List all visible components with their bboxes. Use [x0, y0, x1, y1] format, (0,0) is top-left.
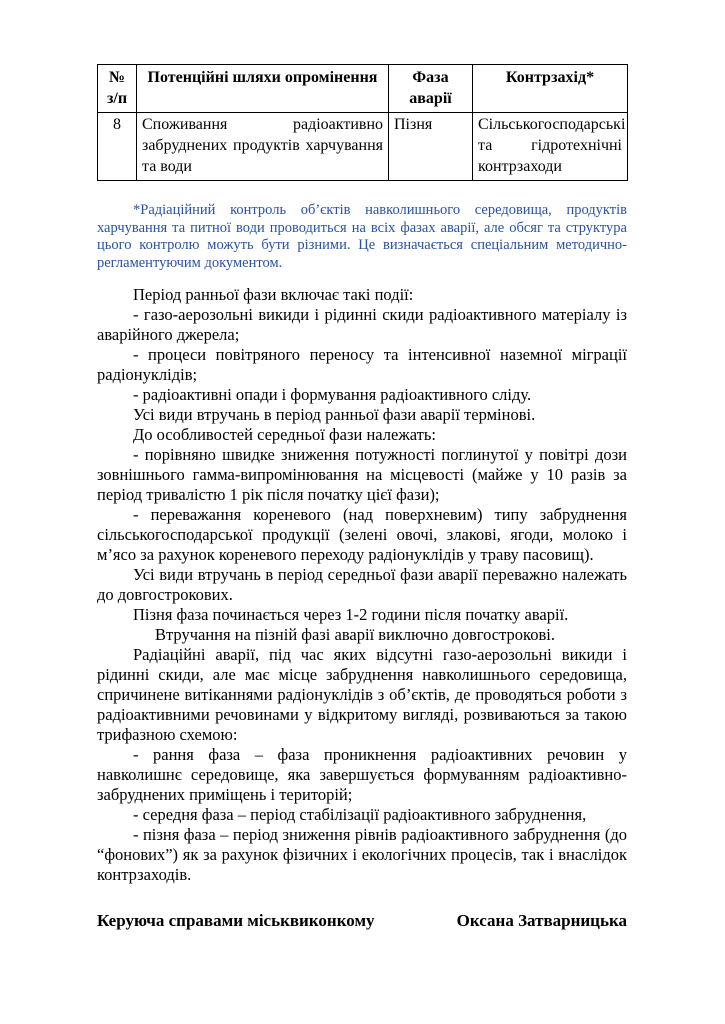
table-cell-countermeasure: Сільськогосподарські та гідротехнічні контрзаходи	[473, 113, 628, 181]
body-paragraph: - середня фаза – період стабілізації радіоактивного забруднення,	[133, 805, 587, 824]
body-paragraph: - порівняно швидке зниження потужності поглинутої у повітрі дози зовнішнього гамма-випромінювання на місцевості (майже у 10 разів за період тривалістю 1 рік після початку цієї фази);	[97, 445, 627, 504]
table-header-pathways: Потенційні шляхи опромінення	[137, 65, 389, 113]
table-header-phase: Фаза аварії	[389, 65, 473, 113]
body-paragraph: Втручання на пізній фазі аварії виключно довгострокові.	[155, 625, 555, 644]
signature-role: Керуюча справами міськвиконкому	[97, 911, 375, 930]
body-paragraph: Усі види втручань в період ранньої фази аварії термінові.	[133, 405, 536, 424]
signature-name: Оксана Затварницька	[456, 911, 627, 930]
body-paragraph: Період ранньої фази включає такі події:	[133, 285, 414, 304]
exposure-pathways-table	[97, 64, 628, 181]
body-paragraph: - газо-аерозольні викиди і рідинні скиди радіоактивного матеріалу із аварійного джерела;	[97, 305, 627, 344]
body-paragraph: Пізня фаза починається через 1-2 години після початку аварії.	[133, 605, 569, 624]
body-paragraph: - рання фаза – фаза проникнення радіоактивних речовин у навколишнє середовище, яка завершується формуванням радіоактивно-забруднених приміщень і територій;	[97, 745, 627, 804]
body-paragraph: Радіаційні аварії, під час яких відсутні газо-аерозольні викиди і рідинні скиди, але має місце забруднення навколишнього середовища, спричинене витіканнями радіонуклідів з об’єктів, де проводяться роботи з радіоактивними речовинами у відкритому вигляді, розвиваються за такою трифазною схемою:	[97, 645, 627, 744]
body-paragraph: - пізня фаза – період зниження рівнів радіоактивного забруднення (до “фонових”) як за рахунок фізичних і екологічних процесів, так і внаслідок контрзаходів.	[97, 825, 627, 884]
radiation-control-footnote: *Радіаційний контроль об’єктів навколишнього середовища, продуктів харчування та питної води проводиться на всіх фазах аварії, але обсяг та структура цього контролю можуть бути різними. Це визначається спеціальним методично-регламентуючим документом.	[97, 202, 627, 271]
body-paragraph: Усі види втручань в період середньої фази аварії переважно належать до довгострокових.	[97, 565, 627, 604]
signature-block	[97, 911, 627, 931]
table-cell-pathway: Споживання радіоактивно забруднених продуктів харчування та води	[137, 113, 389, 181]
table-row	[98, 113, 628, 181]
body-paragraph: - радіоактивні опади і формування радіоактивного сліду.	[133, 385, 532, 404]
document-body	[97, 285, 627, 885]
table-header-row	[98, 65, 628, 113]
body-paragraph: До особливостей середньої фази належать:	[133, 425, 436, 444]
table-header-number: № з/п	[98, 65, 137, 113]
table-header-countermeasure: Контрзахід*	[473, 65, 628, 113]
table-cell-phase: Пізня	[389, 113, 473, 181]
body-paragraph: - процеси повітряного переносу та інтенсивної наземної міграції радіонуклідів;	[97, 345, 627, 384]
table-cell-number: 8	[98, 113, 137, 181]
body-paragraph: - переважання кореневого (над поверхневим) типу забруднення сільськогосподарської продукції (зелені овочі, злакові, ягоди, молоко і м’ясо за рахунок кореневого переходу радіонуклідів у траву пасовищ).	[97, 505, 627, 564]
